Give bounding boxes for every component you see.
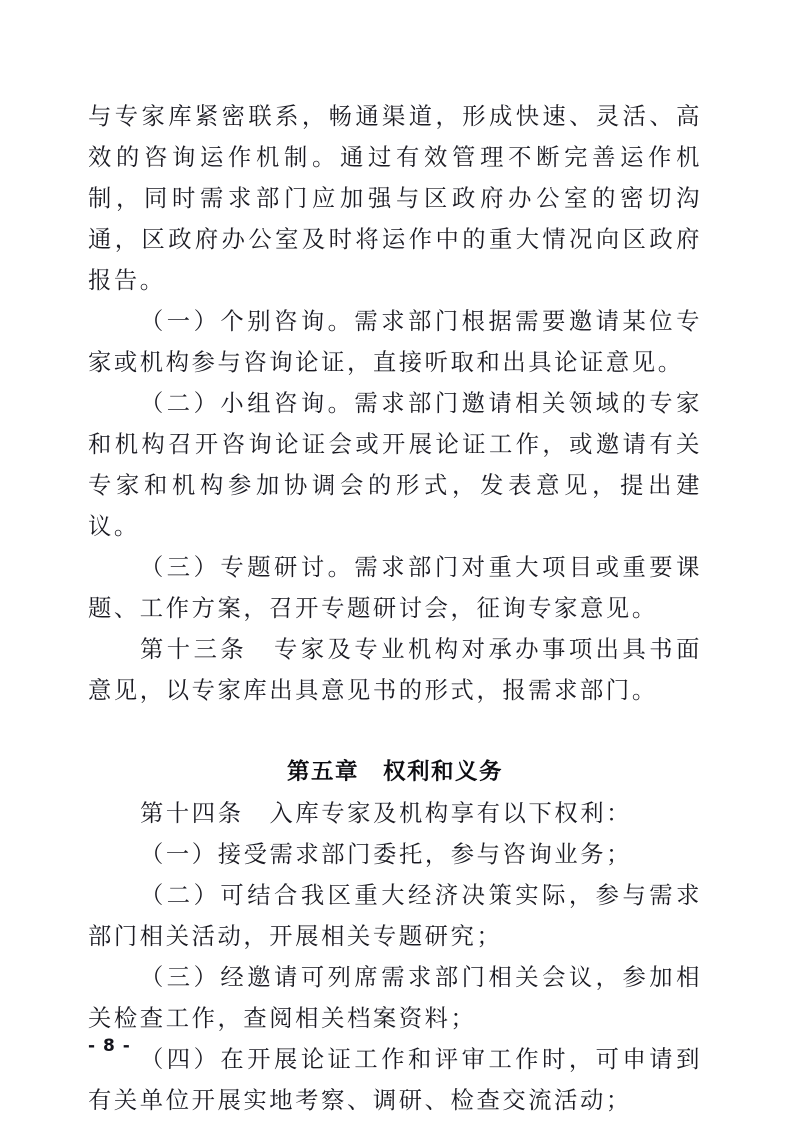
paragraph-article-14: 第十四条 入库专家及机构享有以下权利：: [140, 800, 633, 827]
paragraph-right-3: （三）经邀请可列席需求部门相关会议，参加相关检查工作，查阅相关档案资料；: [88, 964, 702, 1032]
paragraph-item-2-group-consultation: （二）小组咨询。需求部门邀请相关领域的专家和机构召开咨询论证会或开展论证工作，或邀请有关专家和机构参加协调会的形式，发表意见，提出建议。: [88, 390, 702, 540]
paragraph-right-1: （一）接受需求部门委托，参与咨询业务；: [140, 841, 633, 868]
paragraph-right-4: （四）在开展论证工作和评审工作时，可申请到有关单位开展实地考察、调研、检查交流活动；: [88, 1046, 702, 1114]
heading-spacer-above: [88, 711, 702, 752]
paragraph-article-13: 第十三条 专家及专业机构对承办事项出具书面意见，以专家库出具意见书的形式，报需求部门。: [88, 636, 702, 704]
chapter-heading-chapter-5: 第五章 权利和义务: [286, 759, 503, 785]
paragraph-operating-mechanism: 与专家库紧密联系，畅通渠道，形成快速、灵活、高效的咨询运作机制。通过有效管理不断完善运作机制，同时需求部门应加强与区政府办公室的密切沟通，区政府办公室及时将运作中的重大情况向区政府报告。: [88, 103, 702, 294]
document-text-column: [88, 96, 702, 1121]
paragraph-item-3-topic-seminar: （三）专题研讨。需求部门对重大项目或重要课题、工作方案，召开专题研讨会，征询专家意见。: [88, 554, 702, 622]
paragraph-item-1-individual-consultation: （一）个别咨询。需求部门根据需要邀请某位专家或机构参与咨询论证，直接听取和出具论证意见。: [88, 308, 702, 376]
page-number: - 8 -: [88, 1036, 131, 1056]
paragraph-right-2: （二）可结合我区重大经济决策实际，参与需求部门相关活动，开展相关专题研究；: [88, 882, 702, 950]
